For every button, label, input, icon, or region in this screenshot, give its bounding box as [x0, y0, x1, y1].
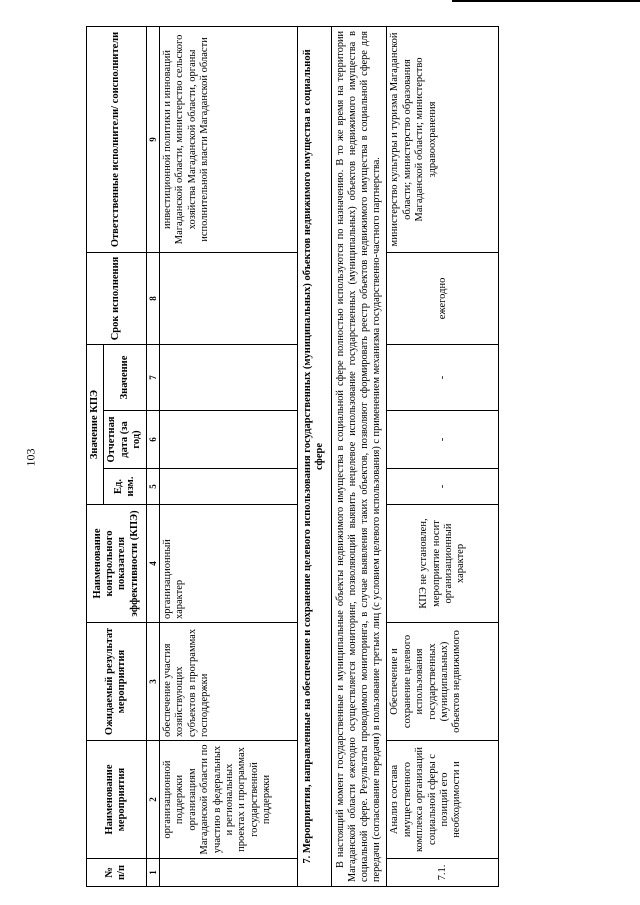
cell-date: -	[387, 411, 499, 469]
header-row-1	[87, 26, 104, 886]
cell-value: -	[387, 344, 499, 410]
header-kpe: Наименование контрольного показателя эффективности (КПЭ)	[87, 505, 147, 623]
section-paragraph: В настоящий момент государственные и муниципальные объекты недвижимого имущества в социальной сфере полностью используются по назначению. В то же время на территории Магаданской области ежегодно осуществляется мониторинг, позволяющий выявить нецелевое использование государственных (муниципальных) объектов недвижимого имущества в социальной сфере. Результаты проводимого мониторинга, в случае выявления таких объектов, позволяют сформировать реестр объектов недвижимого имущества в социальной сфере для передачи (согласование передачи) в пользование третьих лиц (с условием целевого использования) с применением механизма государственно-частного партнерства.	[331, 26, 387, 886]
top-rule	[0, 0, 640, 3]
header-date: Отчетная дата (за год)	[104, 411, 146, 469]
cell-term	[160, 252, 298, 344]
header-unit: Ед. изм.	[104, 469, 146, 505]
cell-responsible: инвестиционной политики и инноваций Магаданской области, министерство сельского хозяйства Магаданской области, органы исполнительной власти Магаданской области	[160, 26, 298, 252]
colnum: 5	[146, 469, 160, 505]
header-term: Срок исполнения	[87, 252, 147, 344]
table-row-continued	[160, 26, 298, 886]
header-name: Наименование мероприятия	[87, 741, 147, 859]
page-number: 103	[23, 448, 38, 467]
cell-term: ежегодно	[387, 252, 499, 344]
measures-table	[86, 26, 499, 887]
header-num: № п/п	[87, 859, 147, 887]
cell-unit	[160, 469, 298, 505]
cell-value	[160, 344, 298, 410]
section-title: 7. Мероприятия, направленные на обеспечение и сохранение целевого использования государственных (муниципальных) объектов недвижимого имущества в социальной сфере	[298, 26, 332, 886]
header-responsible: Ответственные исполнители/ соисполнители	[87, 26, 147, 252]
cell-num: 7.1.	[387, 859, 499, 887]
colnum: 9	[146, 26, 160, 252]
colnum: 2	[146, 741, 160, 859]
colnum: 7	[146, 344, 160, 410]
cell-result: Обеспечение и сохранение целевого использования государственных (муниципальных) объектов недвижимого	[387, 623, 499, 741]
column-numbers-row	[146, 26, 160, 886]
header-value: Значение	[104, 344, 146, 410]
colnum: 8	[146, 252, 160, 344]
cell-kpe: организационный характер	[160, 505, 298, 623]
section-paragraph-row	[331, 26, 387, 886]
colnum: 6	[146, 411, 160, 469]
cell-unit: -	[387, 469, 499, 505]
cell-num	[160, 859, 298, 887]
rotated-table-container	[86, 27, 592, 887]
colnum: 3	[146, 623, 160, 741]
header-result: Ожидаемый результат мероприятия	[87, 623, 147, 741]
header-kpe-group: Значение КПЭ	[87, 344, 104, 504]
section-title-row	[298, 26, 332, 886]
cell-result: обеспечение участия хозяйствующих субъектов в программах господдержки	[160, 623, 298, 741]
colnum: 4	[146, 505, 160, 623]
cell-responsible: министерство культуры и туризма Магаданской области; министерство образования Магаданской области; министерство здравоохранения	[387, 26, 499, 252]
table-row-7-1	[387, 26, 499, 886]
cell-name: организационной поддержки организациям Магаданской области по участию в федеральных и региональных проектах и программах государственной поддержки	[160, 741, 298, 859]
cell-kpe: КПЭ не установлен, мероприятие носит организационный характер	[387, 505, 499, 623]
colnum: 1	[146, 859, 160, 887]
cell-name: Анализ состава имущественного комплекса организаций социальной сферы с позиций его необходимости и	[387, 741, 499, 859]
cell-date	[160, 411, 298, 469]
